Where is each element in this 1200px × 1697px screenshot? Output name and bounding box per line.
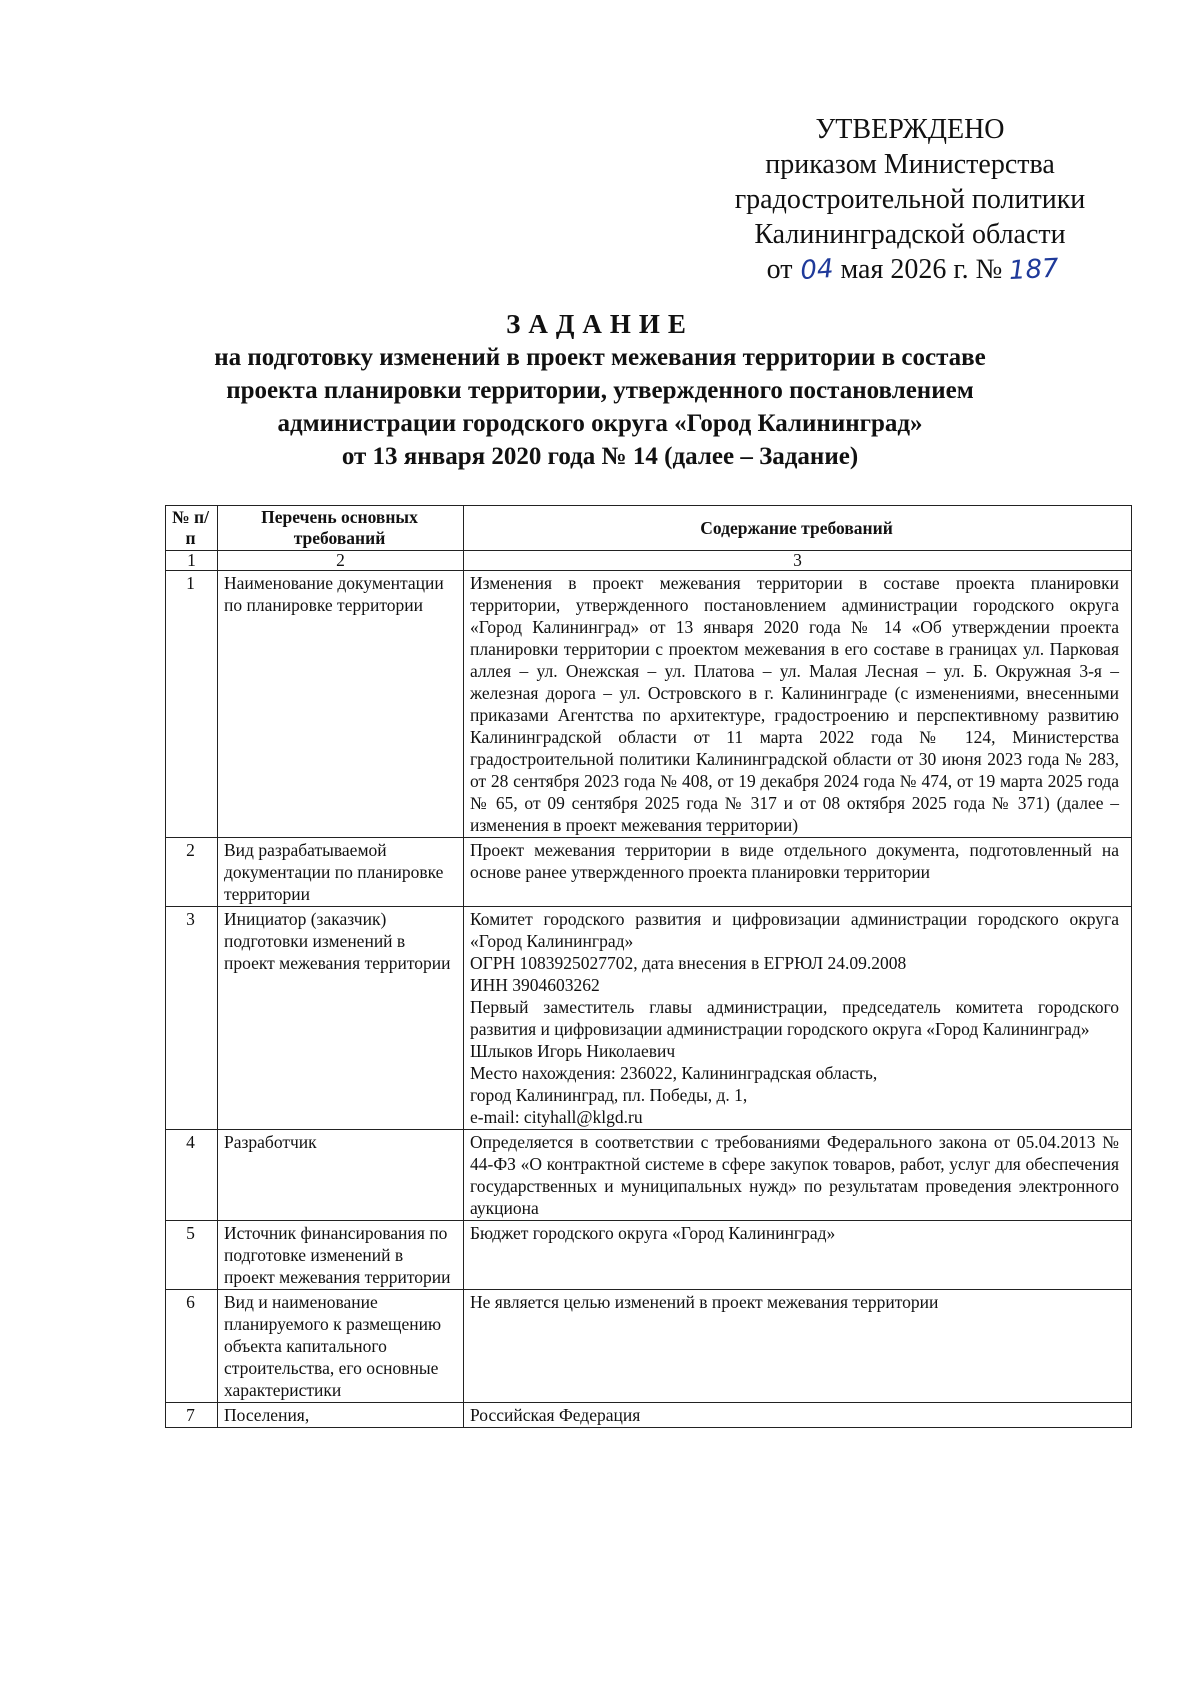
initiator-org: Комитет городского развития и цифровизации администрации городского округа «Город Калининград»	[470, 909, 1119, 951]
row-number: 6	[166, 1290, 218, 1403]
row-content: Российская Федерация	[464, 1403, 1132, 1428]
index-cell: 1	[166, 551, 218, 571]
row-content: Проект межевания территории в виде отдельного документа, подготовленный на основе ранее утвержденного проекта планировки территории	[464, 838, 1132, 907]
row-content: Определяется в соответствии с требованиями Федерального закона от 05.04.2013 № 44-ФЗ «О контрактной системе в сфере закупок товаров, работ, услуг для обеспечения государственных и муниципальных нужд» по результатам проведения электронного аукциона	[464, 1130, 1132, 1221]
row-requirement: Источник финансирования по подготовке изменений в проект межевания территории	[218, 1221, 464, 1290]
table-row	[166, 1221, 1132, 1290]
row-number: 3	[166, 907, 218, 1130]
table-row	[166, 1130, 1132, 1221]
row-number: 5	[166, 1221, 218, 1290]
table-row	[166, 1290, 1132, 1403]
row-number: 2	[166, 838, 218, 907]
row-content: Бюджет городского округа «Город Калининград»	[464, 1221, 1132, 1290]
table-index-row	[166, 551, 1132, 571]
row-number: 4	[166, 1130, 218, 1221]
header-content: Содержание требований	[464, 506, 1132, 551]
table-header-row	[166, 506, 1132, 551]
header-number: № п/п	[166, 506, 218, 551]
initiator-address-2: город Калининград, пл. Победы, д. 1,	[470, 1085, 748, 1105]
handwritten-order-number: 187	[1008, 253, 1060, 287]
initiator-ogrn: ОГРН 1083925027702, дата внесения в ЕГРЮЛ 24.09.2008	[470, 953, 907, 973]
index-cell: 3	[464, 551, 1132, 571]
row-content: Изменения в проект межевания территории в составе проекта планировки территории, утвержденного постановлением администрации городского округа «Город Калининград» от 13 января 2020 года № 14 «Об утверждении проекта планировки территории с проектом межевания в его составе в границах ул. Парковая аллея – ул. Онежская – ул. Платова – ул. Малая Лесная – ул. Б. Окружная 3-я – железная дорога – ул. Островского в г. Калининграде (с изменениями, внесенными приказами Агентства по архитектуре, градостроению и перспективному развитию Калининградской области от 11 марта 2022 года № 124, Министерства градостроительной политики Калининградской области от 30 июня 2023 года № 283, от 28 сентября 2023 года № 408, от 19 декабря 2024 года № 474, от 19 марта 2025 года № 65, от 09 сентября 2025 года № 317 и от 08 октября 2025 года № 371) (далее – изменения в проект межевания территории)	[464, 571, 1132, 838]
row-requirement: Поселения,	[218, 1403, 464, 1428]
approval-date-line	[700, 252, 1120, 288]
initiator-address-1: Место нахождения: 236022, Калининградская область,	[470, 1063, 878, 1083]
approval-stamp	[700, 112, 1120, 288]
approval-title: УТВЕРЖДЕНО	[815, 114, 1005, 145]
heading-line-2: проекта планировки территории, утвержденного постановлением	[226, 377, 974, 404]
index-cell: 2	[218, 551, 464, 571]
approval-line-2: градостроительной политики	[734, 184, 1086, 215]
initiator-person: Шлыков Игорь Николаевич	[470, 1041, 676, 1061]
approval-line-1: приказом Министерства	[765, 149, 1055, 180]
table-row	[166, 571, 1132, 838]
date-rest: мая 2026 г. №	[840, 254, 1003, 285]
row-requirement: Наименование документации по планировке территории	[218, 571, 464, 838]
row-requirement: Инициатор (заказчик) подготовки изменений в проект межевания территории	[218, 907, 464, 1130]
row-content: Не является целью изменений в проект межевания территории	[464, 1290, 1132, 1403]
initiator-email: e-mail: cityhall@klgd.ru	[470, 1107, 643, 1127]
table-row	[166, 907, 1132, 1130]
header-requirement: Перечень основных требований	[218, 506, 464, 551]
row-content	[464, 907, 1132, 1130]
row-requirement: Вид разрабатываемой документации по планировке территории	[218, 838, 464, 907]
handwritten-day: 04	[798, 253, 835, 287]
table-row	[166, 1403, 1132, 1428]
initiator-inn: ИНН 3904603262	[470, 975, 600, 995]
heading-line-1: на подготовку изменений в проект межевания территории в составе	[214, 344, 986, 371]
date-prefix: от	[766, 254, 793, 285]
row-number: 7	[166, 1403, 218, 1428]
heading-line-3: администрации городского округа «Город Калининград»	[277, 410, 923, 437]
row-requirement: Разработчик	[218, 1130, 464, 1221]
heading-line-4: от 13 января 2020 года № 14 (далее – Задание)	[341, 443, 859, 470]
requirements-table	[165, 505, 1132, 1428]
row-number: 1	[166, 571, 218, 838]
table-row	[166, 838, 1132, 907]
approval-line-3: Калининградской области	[754, 219, 1066, 250]
document-title: ЗАДАНИЕ	[506, 309, 694, 339]
initiator-position: Первый заместитель главы администрации, председатель комитета городского развития и цифровизации администрации городского округа «Город Калининград»	[470, 997, 1119, 1039]
row-requirement: Вид и наименование планируемого к размещению объекта капитального строительства, его основные характеристики	[218, 1290, 464, 1403]
document-heading	[100, 308, 1100, 473]
